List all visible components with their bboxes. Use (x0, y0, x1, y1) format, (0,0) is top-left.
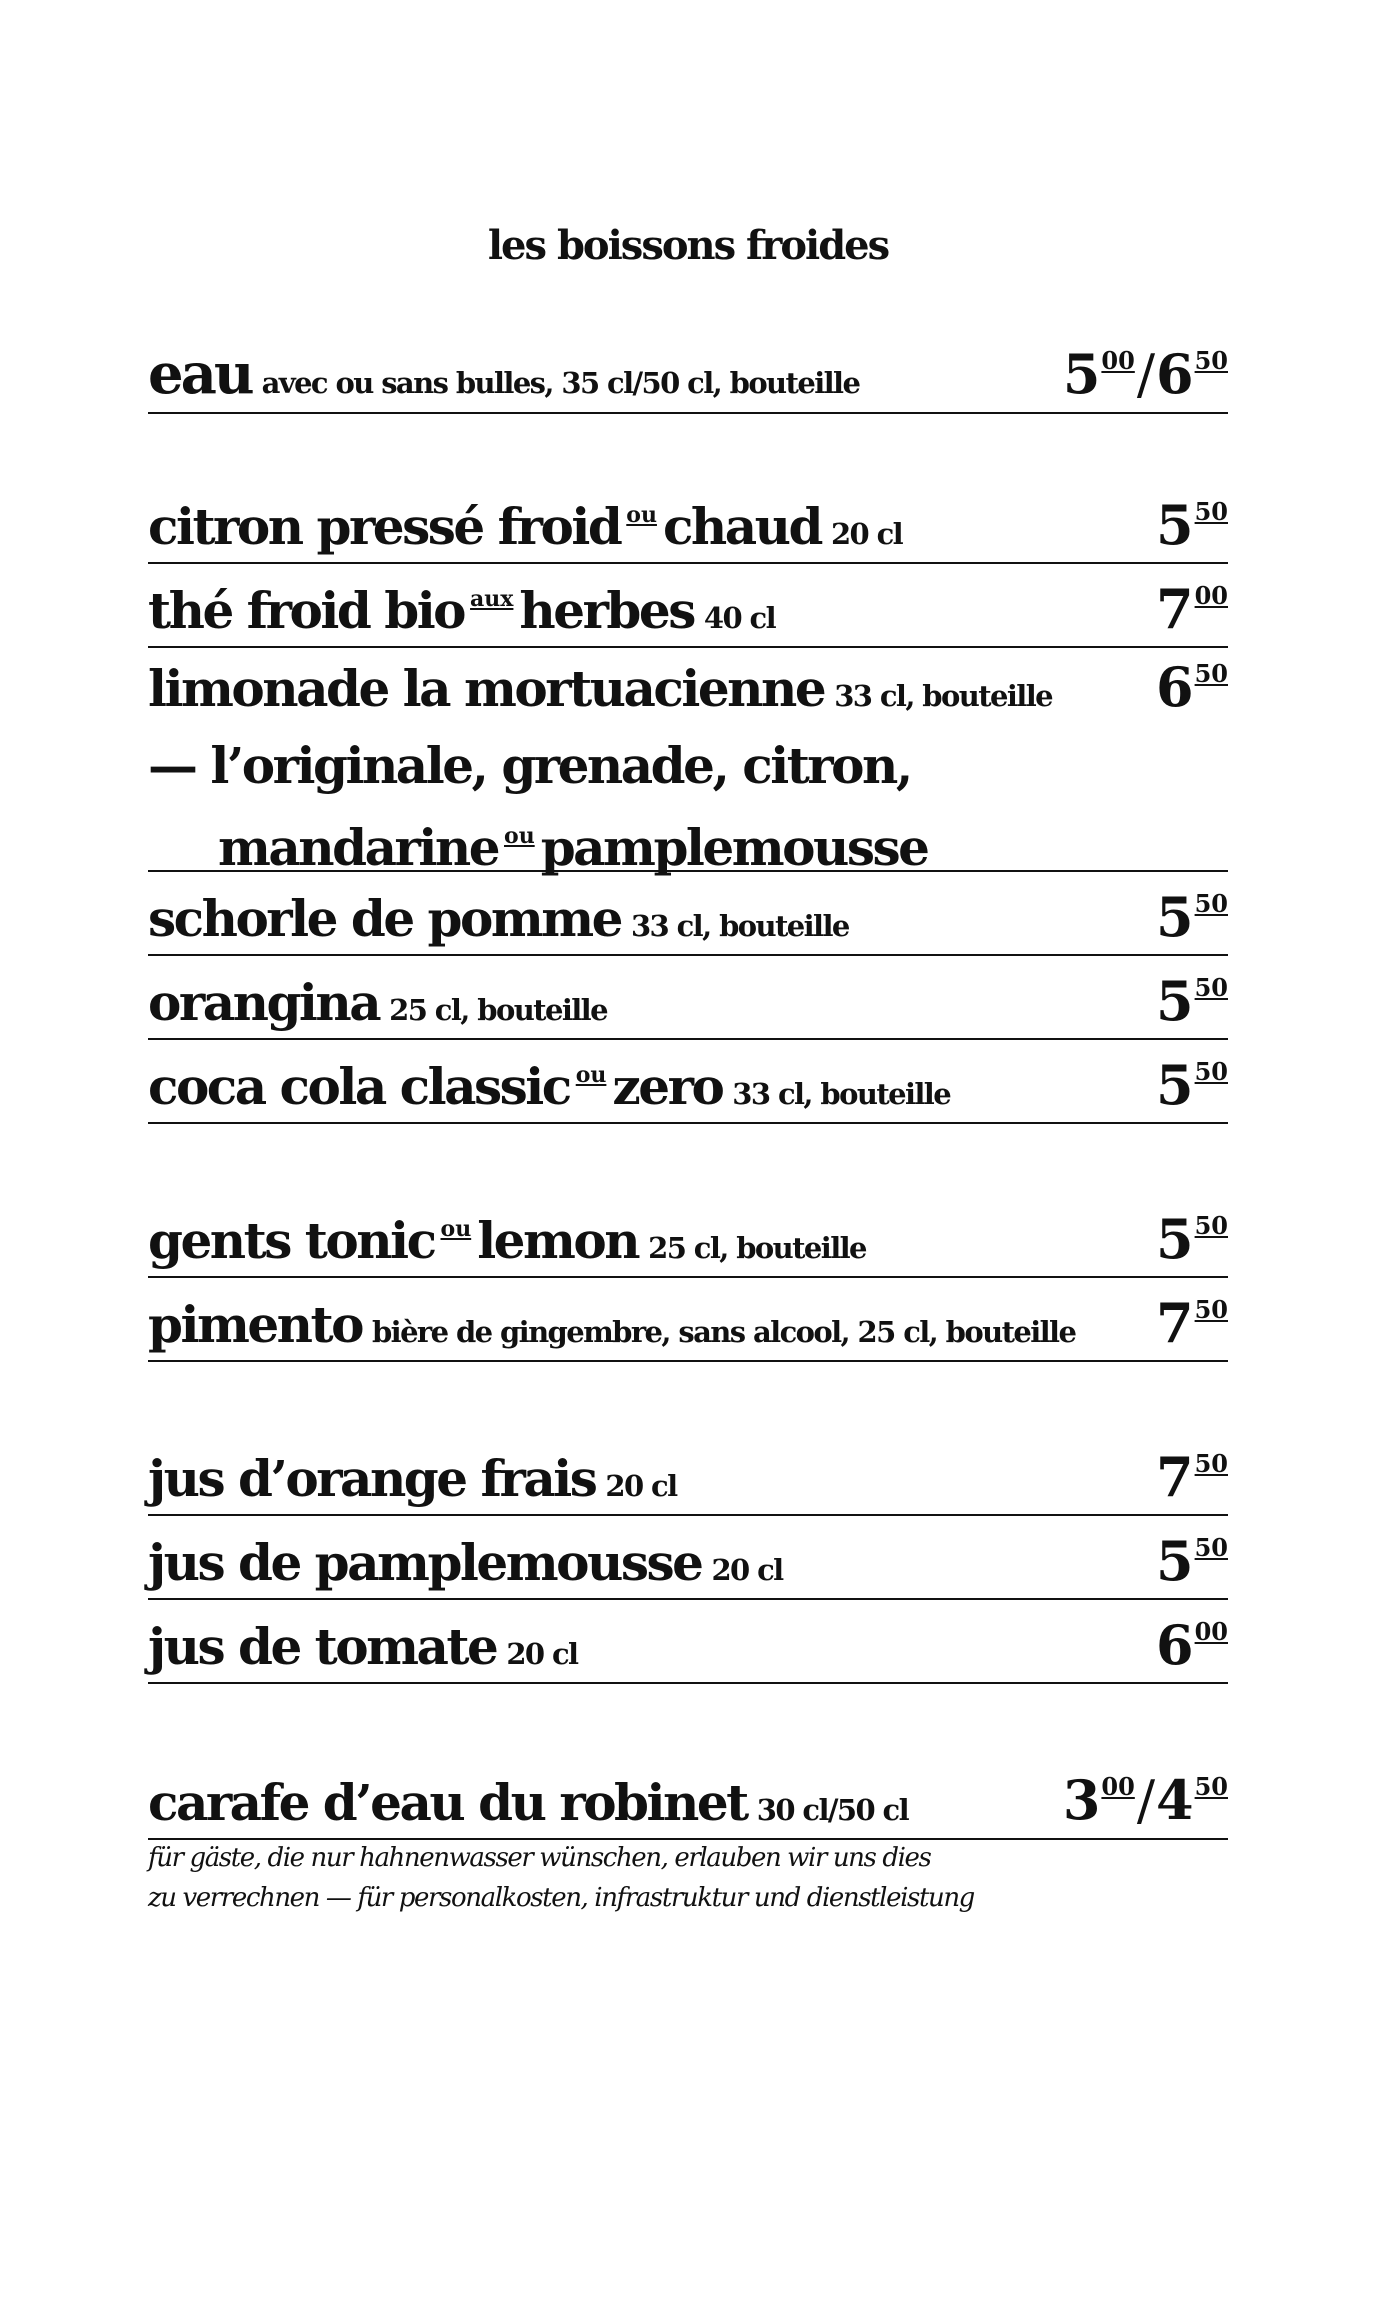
item-detail: 33 cl, bouteille (630, 909, 849, 943)
item-name: jus d’orange frais (148, 1449, 596, 1508)
item-detail: 20 cl (605, 1469, 677, 1503)
item-price: $5^{50}$ (1156, 885, 1228, 949)
item-name: orangina (148, 973, 380, 1032)
item-name: jus de pamplemousse (148, 1533, 702, 1592)
menu-item-orangina (148, 956, 1228, 1040)
item-price: $5^{50}$ (1156, 1529, 1228, 1593)
footnote-line-1: für gäste, die nur hahnenwasser wünschen, erlauben wir uns dies (148, 1843, 931, 1873)
item-detail: 40 cl (703, 601, 775, 635)
menu-title: les boissons froides (487, 222, 889, 269)
menu-item-eau (148, 330, 1228, 414)
item-price: $5^{00}/6^{50}$ (1062, 342, 1228, 406)
item-price: $5^{50}$ (1156, 969, 1228, 1033)
item-flavors: — l’originale, grenade, citron, (148, 736, 911, 795)
item-detail: 20 cl (830, 517, 903, 551)
menu-item-pamplemousse (148, 1516, 1228, 1600)
menu-item-tomate (148, 1600, 1228, 1684)
menu-item-limonade: limonade la mortuacienne 33 cl, bouteille — l’originale, grenade, citron, mandarine $^{ou}$ pamplemousse $6^{50}$ (148, 648, 1228, 872)
footnote (148, 1838, 974, 1918)
item-detail: 33 cl, bouteille (732, 1077, 951, 1111)
menu-item-schorle (148, 872, 1228, 956)
menu-item-carafe (148, 1746, 1228, 1840)
item-detail: 25 cl, bouteille (648, 1231, 866, 1265)
item-price: $3^{00}/4^{50}$ (1062, 1768, 1228, 1832)
menu-item-citron: citron pressé froid $^{ou}$ chaud 20 cl $5^{50}$ (148, 480, 1228, 564)
item-detail: 33 cl, bouteille (834, 679, 1052, 713)
footnote-line-2: zu verrechnen — für personalkosten, infrastruktur und dienstleistung (148, 1883, 974, 1913)
item-detail: 20 cl (711, 1553, 783, 1587)
item-price: $6^{50}$ (1156, 655, 1228, 719)
item-detail: avec ou sans bulles, 35 cl/50 cl, bouteille (261, 366, 860, 400)
item-name: coca cola classic (148, 1057, 570, 1116)
menu-item-pimento (148, 1278, 1228, 1362)
item-price: $7^{50}$ (1156, 1291, 1228, 1355)
item-price: $5^{50}$ (1156, 1053, 1228, 1117)
item-name: schorle de pomme (148, 889, 621, 948)
item-detail: 20 cl (506, 1637, 578, 1671)
menu-item-orange (148, 1432, 1228, 1516)
item-price: $7^{00}$ (1156, 577, 1228, 641)
item-price: $6^{00}$ (1156, 1613, 1228, 1677)
item-price: $7^{50}$ (1156, 1445, 1228, 1509)
item-name: eau (148, 341, 252, 407)
item-detail: bière de gingembre, sans alcool, 25 cl, bouteille (371, 1315, 1076, 1349)
item-name: carafe d’eau du robinet (148, 1773, 747, 1832)
item-name: gents tonic (148, 1211, 435, 1270)
item-name: pimento (148, 1295, 362, 1354)
item-name: citron pressé froid (148, 497, 621, 556)
item-detail: 30 cl/50 cl (756, 1793, 909, 1827)
item-name: thé froid bio (148, 581, 465, 640)
item-name: jus de tomate (148, 1617, 497, 1676)
menu-item-the: thé froid bio $^{aux}$ herbes 40 cl $7^{00}$ (148, 564, 1228, 648)
menu-item-gents: gents tonic $^{ou}$ lemon 25 cl, bouteille $5^{50}$ (148, 1194, 1228, 1278)
menu-item-coca: coca cola classic $^{ou}$ zero 33 cl, bouteille $5^{50}$ (148, 1040, 1228, 1124)
item-price: $5^{50}$ (1156, 493, 1228, 557)
item-name: limonade la mortuacienne (148, 659, 825, 718)
item-price: $5^{50}$ (1156, 1207, 1228, 1271)
item-detail: 25 cl, bouteille (389, 993, 607, 1027)
